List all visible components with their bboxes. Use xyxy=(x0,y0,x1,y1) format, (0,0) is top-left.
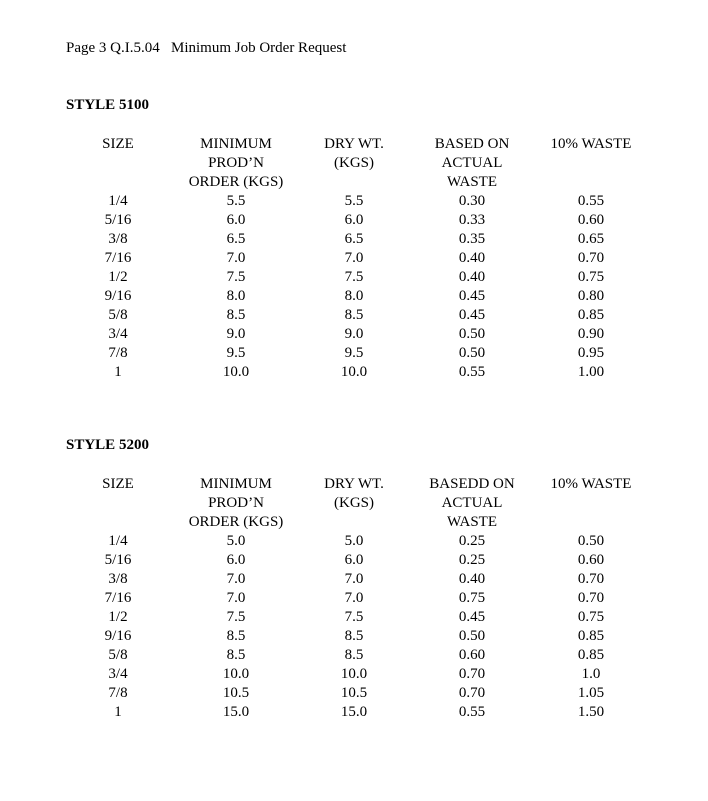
header-line: ORDER (KGS) xyxy=(188,174,284,190)
header-line: BASED ON xyxy=(434,136,510,152)
table-header xyxy=(66,135,666,195)
cell-size: 1 xyxy=(114,704,122,720)
cell-10pct-waste: 0.95 xyxy=(577,345,605,361)
cell-dry-wt: 7.0 xyxy=(344,590,364,606)
cell-size: 5/16 xyxy=(104,212,132,228)
cell-minimum-order: 7.0 xyxy=(226,571,246,587)
table-row xyxy=(66,551,666,570)
table-row xyxy=(66,665,666,684)
cell-minimum-order: 8.5 xyxy=(226,647,246,663)
cell-10pct-waste: 0.90 xyxy=(577,326,605,342)
cell-minimum-order: 5.0 xyxy=(226,533,246,549)
cell-dry-wt: 9.5 xyxy=(344,345,364,361)
header-line: MINIMUM xyxy=(200,136,272,152)
style-5100-title: STYLE 5100 xyxy=(66,97,149,113)
cell-minimum-order: 15.0 xyxy=(222,704,250,720)
cell-actual-waste: 0.25 xyxy=(458,533,486,549)
header-line: PROD’N xyxy=(208,495,264,511)
table-row xyxy=(66,627,666,646)
table-header xyxy=(66,475,666,535)
col-header-dry-wt xyxy=(304,475,404,513)
cell-10pct-waste: 1.0 xyxy=(581,666,601,682)
cell-dry-wt: 6.5 xyxy=(344,231,364,247)
cell-dry-wt: 10.0 xyxy=(340,666,368,682)
cell-10pct-waste: 0.85 xyxy=(577,647,605,663)
cell-dry-wt: 15.0 xyxy=(340,704,368,720)
cell-minimum-order: 9.5 xyxy=(226,345,246,361)
cell-size: 3/8 xyxy=(108,231,128,247)
cell-dry-wt: 6.0 xyxy=(344,212,364,228)
col-header-minimum-order xyxy=(174,135,298,192)
cell-actual-waste: 0.60 xyxy=(458,647,486,663)
cell-10pct-waste: 0.80 xyxy=(577,288,605,304)
cell-minimum-order: 5.5 xyxy=(226,193,246,209)
cell-minimum-order: 6.5 xyxy=(226,231,246,247)
header-line: WASTE xyxy=(447,514,497,530)
header-line: WASTE xyxy=(447,174,497,190)
header-line: SIZE xyxy=(102,136,134,152)
cell-10pct-waste: 0.50 xyxy=(577,533,605,549)
cell-minimum-order: 7.0 xyxy=(226,590,246,606)
cell-minimum-order: 10.0 xyxy=(222,364,250,380)
table-row xyxy=(66,287,666,306)
header-line: 10% WASTE xyxy=(550,136,632,152)
header-line: ACTUAL xyxy=(441,155,503,171)
cell-actual-waste: 0.40 xyxy=(458,269,486,285)
cell-size: 5/16 xyxy=(104,552,132,568)
cell-actual-waste: 0.50 xyxy=(458,628,486,644)
cell-dry-wt: 8.5 xyxy=(344,628,364,644)
cell-size: 1 xyxy=(114,364,122,380)
cell-dry-wt: 9.0 xyxy=(344,326,364,342)
cell-minimum-order: 8.5 xyxy=(226,307,246,323)
page-header: Page 3 Q.I.5.04 Minimum Job Order Request xyxy=(66,40,347,56)
cell-size: 7/16 xyxy=(104,250,132,266)
col-header-dry-wt xyxy=(304,135,404,173)
cell-10pct-waste: 0.70 xyxy=(577,590,605,606)
table-row xyxy=(66,363,666,382)
cell-actual-waste: 0.25 xyxy=(458,552,486,568)
cell-size: 3/4 xyxy=(108,326,128,342)
table-row xyxy=(66,249,666,268)
cell-size: 1/4 xyxy=(108,533,128,549)
cell-10pct-waste: 0.60 xyxy=(577,552,605,568)
cell-actual-waste: 0.50 xyxy=(458,345,486,361)
table-row xyxy=(66,268,666,287)
header-line: DRY WT. xyxy=(324,476,384,492)
header-line: (KGS) xyxy=(334,155,374,171)
header-line: SIZE xyxy=(102,476,134,492)
table-row xyxy=(66,532,666,551)
cell-minimum-order: 8.0 xyxy=(226,288,246,304)
table-row xyxy=(66,703,666,722)
table-body xyxy=(66,192,666,382)
header-line: BASEDD ON xyxy=(429,476,515,492)
cell-size: 1/4 xyxy=(108,193,128,209)
cell-minimum-order: 8.5 xyxy=(226,628,246,644)
table-row xyxy=(66,344,666,363)
cell-size: 7/8 xyxy=(108,345,128,361)
col-header-size xyxy=(78,135,158,154)
cell-dry-wt: 5.0 xyxy=(344,533,364,549)
table-row xyxy=(66,211,666,230)
table-row xyxy=(66,646,666,665)
cell-dry-wt: 10.5 xyxy=(340,685,368,701)
cell-dry-wt: 7.5 xyxy=(344,269,364,285)
cell-minimum-order: 10.5 xyxy=(222,685,250,701)
cell-size: 3/8 xyxy=(108,571,128,587)
cell-actual-waste: 0.70 xyxy=(458,666,486,682)
cell-10pct-waste: 0.85 xyxy=(577,307,605,323)
cell-actual-waste: 0.33 xyxy=(458,212,486,228)
cell-size: 3/4 xyxy=(108,666,128,682)
cell-dry-wt: 7.0 xyxy=(344,250,364,266)
cell-minimum-order: 10.0 xyxy=(222,666,250,682)
header-line: (KGS) xyxy=(334,495,374,511)
cell-10pct-waste: 0.70 xyxy=(577,250,605,266)
cell-10pct-waste: 1.05 xyxy=(577,685,605,701)
cell-10pct-waste: 0.65 xyxy=(577,231,605,247)
cell-minimum-order: 7.5 xyxy=(226,609,246,625)
style-5200-title: STYLE 5200 xyxy=(66,437,149,453)
table-row xyxy=(66,306,666,325)
header-line: PROD’N xyxy=(208,155,264,171)
table-body xyxy=(66,532,666,722)
cell-actual-waste: 0.70 xyxy=(458,685,486,701)
col-header-10pct-waste xyxy=(536,475,646,494)
cell-size: 1/2 xyxy=(108,269,128,285)
cell-dry-wt: 8.5 xyxy=(344,647,364,663)
cell-10pct-waste: 0.75 xyxy=(577,609,605,625)
cell-minimum-order: 9.0 xyxy=(226,326,246,342)
table-row xyxy=(66,589,666,608)
cell-actual-waste: 0.75 xyxy=(458,590,486,606)
cell-size: 9/16 xyxy=(104,628,132,644)
cell-dry-wt: 8.0 xyxy=(344,288,364,304)
cell-actual-waste: 0.35 xyxy=(458,231,486,247)
cell-size: 5/8 xyxy=(108,307,128,323)
cell-dry-wt: 8.5 xyxy=(344,307,364,323)
cell-actual-waste: 0.55 xyxy=(458,364,486,380)
cell-size: 5/8 xyxy=(108,647,128,663)
cell-10pct-waste: 1.50 xyxy=(577,704,605,720)
cell-actual-waste: 0.40 xyxy=(458,571,486,587)
cell-10pct-waste: 0.85 xyxy=(577,628,605,644)
cell-minimum-order: 7.5 xyxy=(226,269,246,285)
cell-actual-waste: 0.45 xyxy=(458,288,486,304)
cell-10pct-waste: 0.60 xyxy=(577,212,605,228)
cell-size: 7/16 xyxy=(104,590,132,606)
table-row xyxy=(66,608,666,627)
table-row xyxy=(66,325,666,344)
col-header-minimum-order xyxy=(174,475,298,532)
cell-10pct-waste: 0.55 xyxy=(577,193,605,209)
header-line: MINIMUM xyxy=(200,476,272,492)
col-header-10pct-waste xyxy=(536,135,646,154)
header-line: 10% WASTE xyxy=(550,476,632,492)
cell-actual-waste: 0.30 xyxy=(458,193,486,209)
cell-10pct-waste: 0.75 xyxy=(577,269,605,285)
cell-size: 7/8 xyxy=(108,685,128,701)
cell-dry-wt: 5.5 xyxy=(344,193,364,209)
col-header-actual-waste xyxy=(422,135,522,192)
cell-dry-wt: 7.5 xyxy=(344,609,364,625)
header-line: ACTUAL xyxy=(441,495,503,511)
cell-minimum-order: 6.0 xyxy=(226,552,246,568)
table-row xyxy=(66,230,666,249)
header-line: ORDER (KGS) xyxy=(188,514,284,530)
cell-dry-wt: 7.0 xyxy=(344,571,364,587)
cell-dry-wt: 6.0 xyxy=(344,552,364,568)
table-row xyxy=(66,192,666,211)
table-row xyxy=(66,570,666,589)
cell-actual-waste: 0.45 xyxy=(458,307,486,323)
header-line: DRY WT. xyxy=(324,136,384,152)
cell-actual-waste: 0.55 xyxy=(458,704,486,720)
col-header-actual-waste xyxy=(422,475,522,532)
col-header-size xyxy=(78,475,158,494)
table-row xyxy=(66,684,666,703)
cell-actual-waste: 0.50 xyxy=(458,326,486,342)
cell-minimum-order: 6.0 xyxy=(226,212,246,228)
cell-10pct-waste: 0.70 xyxy=(577,571,605,587)
cell-minimum-order: 7.0 xyxy=(226,250,246,266)
cell-size: 1/2 xyxy=(108,609,128,625)
cell-actual-waste: 0.40 xyxy=(458,250,486,266)
cell-10pct-waste: 1.00 xyxy=(577,364,605,380)
cell-dry-wt: 10.0 xyxy=(340,364,368,380)
cell-size: 9/16 xyxy=(104,288,132,304)
cell-actual-waste: 0.45 xyxy=(458,609,486,625)
